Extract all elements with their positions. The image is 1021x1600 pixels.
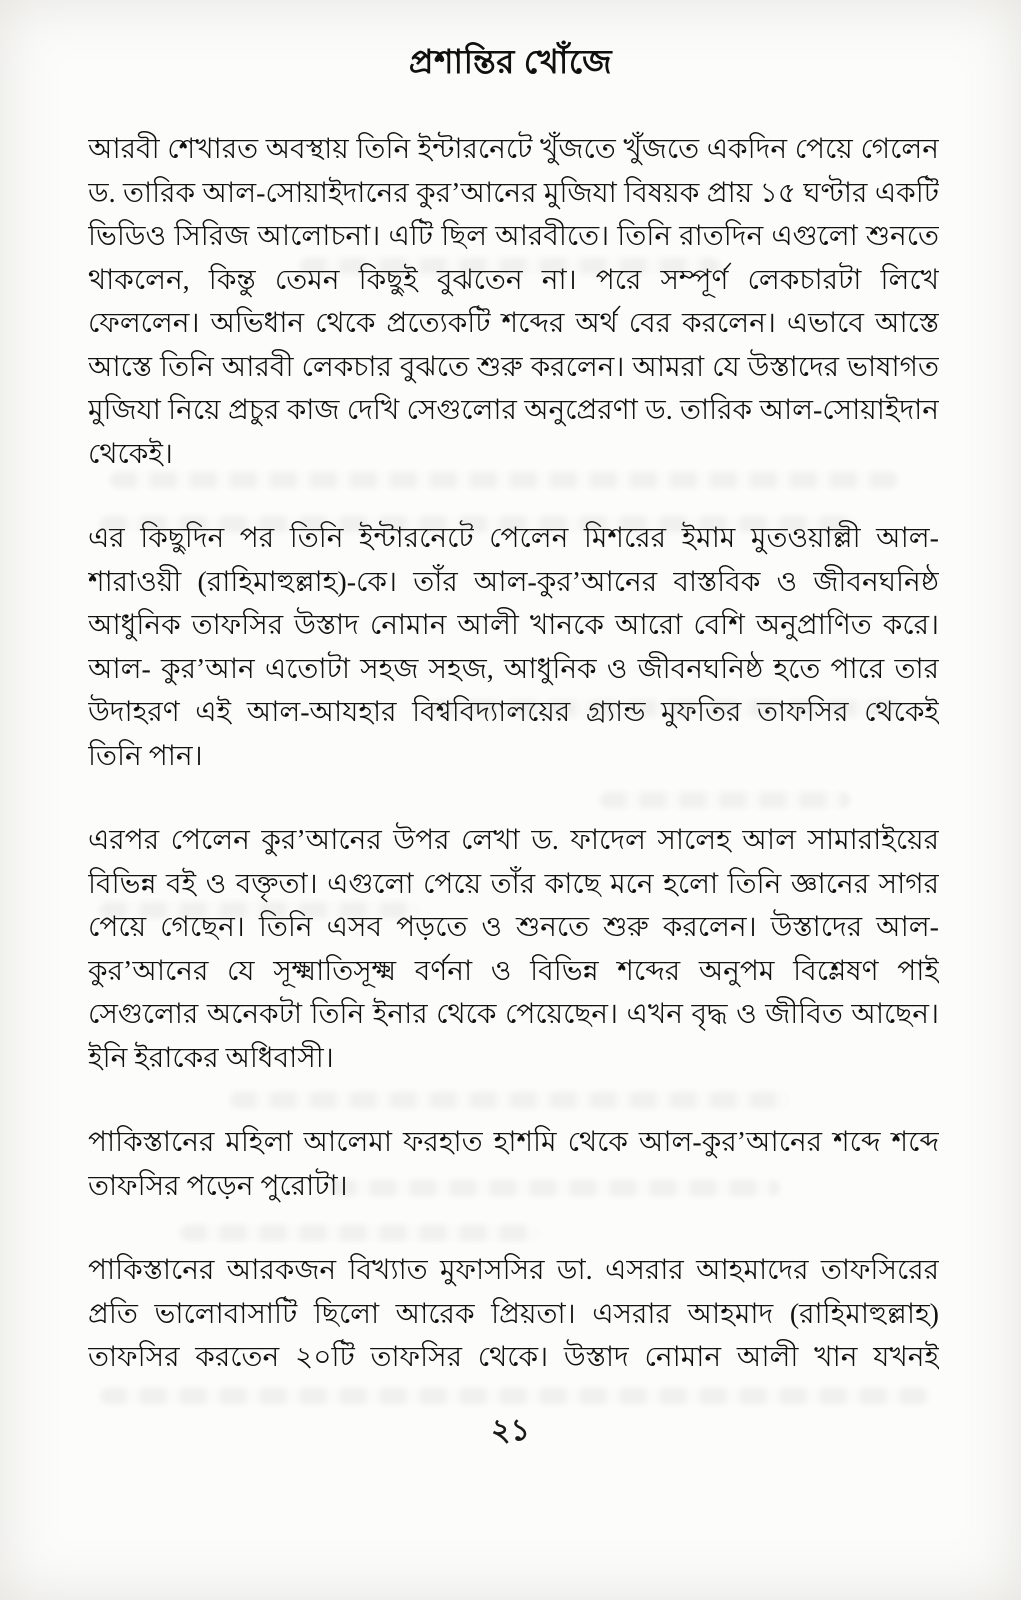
text-line: উদাহরণ এই আল-আযহার বিশ্ববিদ্যালয়ের গ্র্যান্ড মুফতির তাফসির থেকেই xyxy=(88,697,939,728)
text-line: পাকিস্তানের মহিলা আলেমা ফরহাত হাশমি থেকে আল-কুর’আনের শব্দে শব্দে xyxy=(88,1127,939,1158)
text-line: থাকলেন, কিন্তু তেমন কিছুই বুঝতেন না। পরে সম্পূর্ণ লেকচারটা লিখে xyxy=(88,264,939,296)
text-line: পেয়ে গেছেন। তিনি এসব পড়তে ও শুনতে শুরু করলেন। উস্তাদের আল- xyxy=(88,912,939,943)
paragraph xyxy=(88,517,939,778)
text-line: পাকিস্তানের আরকজন বিখ্যাত মুফাসসির ডা. এসরার আহমাদের তাফসিরের xyxy=(88,1255,939,1286)
text-line: শারাওয়ী (রাহিমাহুল্লাহ)-কে। তাঁর আল-কুর’আনের বাস্তবিক ও জীবনঘনিষ্ঠ xyxy=(88,566,939,598)
text-line: আরবী শেখারত অবস্থায় তিনি ইন্টারনেটে খুঁজতে খুঁজতে একদিন পেয়ে গেলেন xyxy=(88,134,939,165)
page-body xyxy=(88,128,939,1421)
text-line: মুজিযা নিয়ে প্রচুর কাজ দেখি সেগুলোর অনুপ্রেরণা ড. তারিক আল-সোয়াইদান xyxy=(88,395,939,426)
text-line: তিনি পান। xyxy=(88,740,203,772)
paragraph xyxy=(88,819,939,1080)
text-line: প্রতি ভালোবাসাটি ছিলো আরেক প্রিয়তা। এসরার আহমাদ (রাহিমাহুল্লাহ) xyxy=(88,1298,939,1330)
text-line: ড. তারিক আল-সোয়াইদানের কুর’আনের মুজিযা বিষয়ক প্রায় ১৫ ঘণ্টার একটি xyxy=(88,177,939,209)
text-line: আধুনিক তাফসির উস্তাদ নোমান আলী খানকে আরো বেশি অনুপ্রাণিত করে। xyxy=(88,610,939,641)
text-line: কুর’আনের যে সূক্ষ্মাতিসূক্ষ্ম বর্ণনা ও বিভিন্ন শব্দের অনুপম বিশ্লেষণ পাই xyxy=(88,955,939,987)
text-line: বিভিন্ন বই ও বক্তৃতা। এগুলো পেয়ে তাঁর কাছে মনে হলো তিনি জ্ঞানের সাগর xyxy=(88,868,939,900)
text-line: তাফসির পড়েন পুরোটা। xyxy=(88,1170,348,1202)
text-line: ভিডিও সিরিজ আলোচনা। এটি ছিল আরবীতে। তিনি রাতদিন এগুলো শুনতে xyxy=(88,221,939,252)
page-number: ২১ xyxy=(491,1414,530,1447)
paragraph xyxy=(88,128,939,476)
text-line: এর কিছুদিন পর তিনি ইন্টারনেটে পেলেন মিশরের ইমাম মুতওয়াল্লী আল- xyxy=(88,523,939,554)
text-line: সেগুলোর অনেকটা তিনি ইনার থেকে পেয়েছেন। এখন বৃদ্ধ ও জীবিত আছেন। xyxy=(88,999,939,1030)
text-line: আল- কুর’আন এতোটা সহজ সহজ, আধুনিক ও জীবনঘনিষ্ঠ হতে পারে তার xyxy=(88,653,939,685)
text-line: থেকেই। xyxy=(88,438,173,470)
text-line: আস্তে তিনি আরবী লেকচার বুঝতে শুরু করলেন। আমরা যে উস্তাদের ভাষাগত xyxy=(88,351,939,383)
text-line: তাফসির করতেন ২০টি তাফসির থেকে। উস্তাদ নোমান আলী খান যখনই xyxy=(88,1342,939,1373)
text-line: ফেললেন। অভিধান থেকে প্রত্যেকটি শব্দের অর্থ বের করলেন। এভাবে আস্তে xyxy=(88,308,939,339)
text-line: ইনি ইরাকের অধিবাসী। xyxy=(88,1042,334,1074)
page-title: প্রশান্তির খোঁজে xyxy=(408,45,613,81)
paragraph xyxy=(88,1121,939,1208)
text-line: এরপর পেলেন কুর’আনের উপর লেখা ড. ফাদেল সালেহ আল সামারাইয়ের xyxy=(88,825,939,856)
paragraph xyxy=(88,1249,939,1380)
